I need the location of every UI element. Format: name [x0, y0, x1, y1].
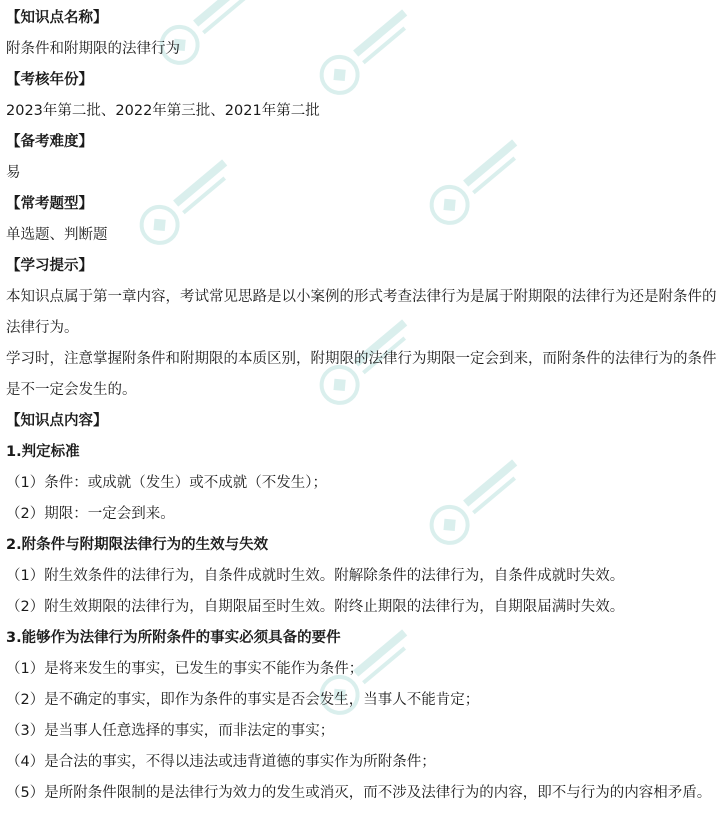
- list-item: （1）是将来发生的事实，已发生的事实不能作为条件；: [6, 661, 364, 677]
- section-heading-name: 【知识点名称】: [6, 10, 108, 26]
- list-item: （2）是不确定的事实，即作为条件的事实是否会发生，当事人不能肯定；: [6, 692, 480, 708]
- list-item: （1）附生效条件的法律行为，自条件成就时生效。附解除条件的法律行为，自条件成就时失效。: [6, 568, 625, 584]
- study-tip-paragraph: 学习时，注意掌握附条件和附期限的本质区别，附期限的法律行为期限一定会到来，而附条件的法律行为的条件是不一定会发生的。: [6, 351, 717, 398]
- study-tip-paragraph: 本知识点属于第一章内容，考试常见思路是以小案例的形式考查法律行为是属于附期限的法律行为还是附条件的法律行为。: [6, 289, 717, 336]
- list-item: （5）是所附条件限制的是法律行为效力的发生或消灭，而不涉及法律行为的内容，即不与行为的内容相矛盾。: [6, 785, 712, 801]
- list-item: （1）条件：或成就（发生）或不成就（不发生）；: [6, 475, 327, 491]
- knowledge-point-name: 附条件和附期限的法律行为: [6, 41, 180, 57]
- document-body: [6, 3, 718, 809]
- question-type-value: 单选题、判断题: [6, 227, 108, 243]
- section-heading-content: 【知识点内容】: [6, 413, 108, 429]
- section-heading-year: 【考核年份】: [6, 72, 93, 88]
- section-heading-question-type: 【常考题型】: [6, 196, 93, 212]
- exam-years: 2023年第二批、2022年第三批、2021年第二批: [6, 103, 320, 119]
- section-heading-study-tip: 【学习提示】: [6, 258, 93, 274]
- list-item: （2）期限：一定会到来。: [6, 506, 175, 522]
- difficulty-value: 易: [6, 165, 21, 181]
- list-item: （2）附生效期限的法律行为，自期限届至时生效。附终止期限的法律行为，自期限届满时失效。: [6, 599, 625, 615]
- list-item: （4）是合法的事实，不得以违法或违背道德的事实作为所附条件；: [6, 754, 436, 770]
- subsection-title: 3.能够作为法律行为所附条件的事实必须具备的要件: [6, 630, 341, 646]
- list-item: （3）是当事人任意选择的事实，而非法定的事实；: [6, 723, 335, 739]
- subsection-title: 2.附条件与附期限法律行为的生效与失效: [6, 537, 269, 553]
- section-heading-difficulty: 【备考难度】: [6, 134, 93, 150]
- subsection-title: 1.判定标准: [6, 444, 80, 460]
